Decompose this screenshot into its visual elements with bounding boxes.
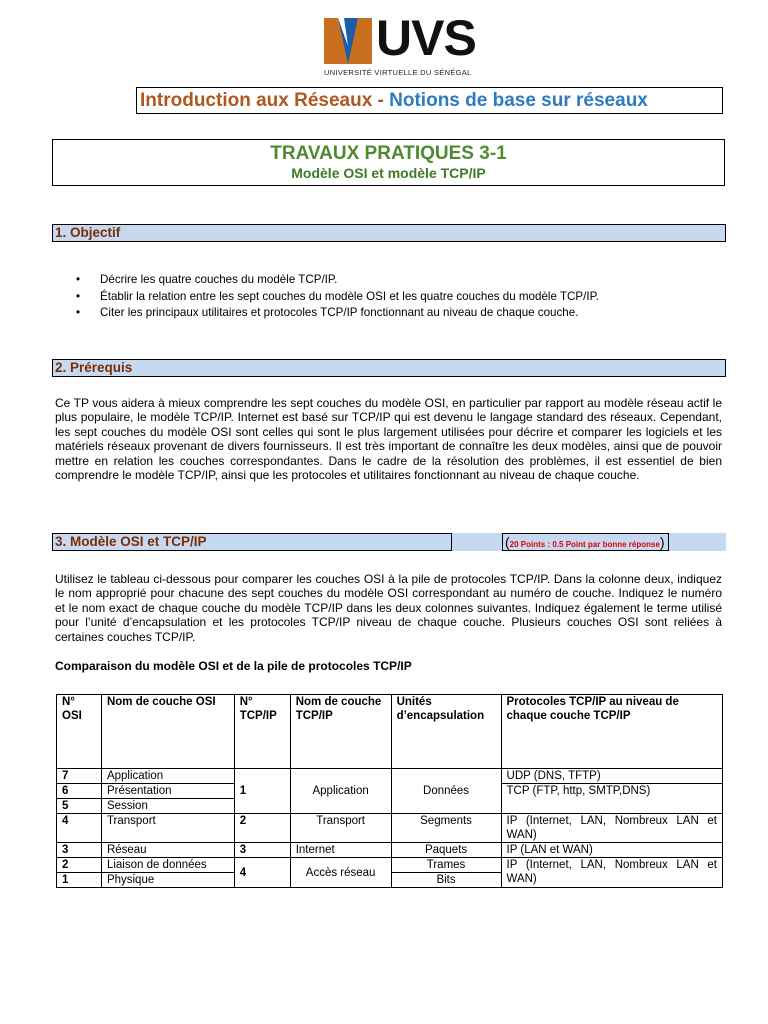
unit-cell: Segments <box>391 814 501 843</box>
logo-subtitle: UNIVERSITÉ VIRTUELLE DU SÉNÉGAL <box>324 68 472 77</box>
tcp-num-cell: 2 <box>234 814 290 843</box>
bullet-icon: • <box>76 306 81 319</box>
section-objectif-title: 1. Objectif <box>55 225 121 240</box>
tcp-name-cell: Transport <box>290 814 391 843</box>
course-title-part1: Introduction aux Réseaux - <box>140 90 390 111</box>
tp-title: TRAVAUX PRATIQUES 3-1 <box>270 143 507 164</box>
osi-name-cell: Physique <box>101 873 234 888</box>
logo-wordmark: UVS <box>376 10 476 66</box>
table-row <box>57 843 723 858</box>
list-item <box>76 305 736 322</box>
tcp-num-cell: 4 <box>234 858 290 888</box>
tcp-name-cell: Internet <box>290 843 391 858</box>
table-caption: Comparaison du modèle OSI et de la pile de protocoles TCP/IP <box>55 659 412 673</box>
uvs-logo <box>324 10 476 80</box>
osi-num-cell: 1 <box>57 873 102 888</box>
objective-text: Citer les principaux utilitaires et protocoles TCP/IP fonctionnant au niveau de chaque couche. <box>100 306 579 319</box>
unit-cell: Bits <box>391 873 501 888</box>
objectives-list <box>76 272 736 322</box>
course-title-box <box>136 87 723 114</box>
points-open-paren: ( <box>505 534 510 550</box>
points-close-paren: ) <box>659 534 665 550</box>
osi-name-cell: Session <box>101 799 234 814</box>
osi-name-cell: Réseau <box>101 843 234 858</box>
bullet-icon: • <box>76 289 81 303</box>
section-prerequis-title: 2. Prérequis <box>55 360 133 375</box>
header-osi-name: Nom de couche OSI <box>101 695 234 769</box>
uvs-logo-mark-icon <box>324 18 372 64</box>
tcp-name-cell: Application <box>290 769 391 814</box>
tp-subtitle: Modèle OSI et modèle TCP/IP <box>291 165 486 181</box>
modele-paragraph: Utilisez le tableau ci-dessous pour comparer les couches OSI à la pile de protocoles TCP/IP. Dans la colonne deux, indiquez le nom approprié pour chacune des sept couches du modèle OSI correspondant au numéro de couche. Indiquez le numéro et le nom exact de chaque couche du modèle TCP/IP dans les deux colonnes suivantes. Indiquez également le terme utilisé pour l’unité d’encapsulation et les protocoles TCP/IP niveau de chaque couche. Plusieurs couches OSI sont reliées à certaines couches TCP/IP. <box>55 572 722 644</box>
objective-text: Décrire les quatre couches du modèle TCP/IP. <box>100 273 338 286</box>
course-title-part2: Notions de base sur réseaux <box>389 90 648 111</box>
protocol-cell: IP (Internet, LAN, Nombreux LAN et WAN) <box>501 814 722 843</box>
header-units: Unités d’encapsulation <box>391 695 501 769</box>
prerequis-paragraph: Ce TP vous aidera à mieux comprendre les sept couches du modèle OSI, en particulier par rapport au modèle réseau actif le plus populaire, le modèle TCP/IP. Internet est basé sur TCP/IP qui est devenu le langage standard des réseaux. Cependant, les sept couches du modèle OSI sont celles qui sont le plus largement utilisées pour décrire et comparer les logiciels et les matériels réseaux provenant de divers fournisseurs. Il est très important de connaître les deux modèles, ainsi que de pouvoir mettre en relation les couches correspondantes. Dans le cadre de la résolution des problèmes, il est essentiel de bien comprendre le modèle TCP/IP, ainsi que les protocoles et utilitaires fonctionnant au niveau de chaque couche. <box>55 396 722 483</box>
objective-text: Établir la relation entre les sept couches du modèle OSI et les quatre couches du modèle TCP/IP. <box>100 289 600 303</box>
osi-num-cell: 3 <box>57 843 102 858</box>
table-header-row <box>57 695 723 769</box>
osi-num-cell: 4 <box>57 814 102 843</box>
osi-name-cell: Liaison de données <box>101 858 234 873</box>
bullet-icon: • <box>76 273 81 286</box>
protocol-cell: IP (Internet, LAN, Nombreux LAN et WAN) <box>501 858 722 888</box>
osi-name-cell: Présentation <box>101 784 234 799</box>
section-prerequis-header <box>52 359 726 377</box>
section-modele-header <box>52 533 726 551</box>
header-osi-num: N° OSI <box>57 695 102 769</box>
table-row <box>57 858 723 873</box>
header-protocols: Protocoles TCP/IP au niveau de chaque couche TCP/IP <box>501 695 722 769</box>
comparison-table <box>56 694 723 888</box>
osi-name-cell: Application <box>101 769 234 784</box>
tcp-name-cell: Accès réseau <box>290 858 391 888</box>
tcp-num-cell: 1 <box>234 769 290 814</box>
list-item <box>76 289 736 306</box>
unit-cell: Données <box>391 769 501 814</box>
protocol-cell: TCP (FTP, http, SMTP,DNS) <box>501 784 722 814</box>
header-tcp-name: Nom de couche TCP/IP <box>290 695 391 769</box>
unit-cell: Paquets <box>391 843 501 858</box>
osi-num-cell: 7 <box>57 769 102 784</box>
osi-num-cell: 5 <box>57 799 102 814</box>
section-objectif-header <box>52 224 726 242</box>
tp-title-box <box>52 139 725 186</box>
unit-cell: Trames <box>391 858 501 873</box>
protocol-cell: UDP (DNS, TFTP) <box>501 769 722 784</box>
tcp-num-cell: 3 <box>234 843 290 858</box>
points-text: 20 Points : 0.5 Point par bonne réponse <box>509 540 660 549</box>
table-row <box>57 769 723 784</box>
protocol-cell: IP (LAN et WAN) <box>501 843 722 858</box>
points-note <box>502 533 669 551</box>
list-item <box>76 272 736 289</box>
osi-num-cell: 6 <box>57 784 102 799</box>
osi-name-cell: Transport <box>101 814 234 843</box>
header-tcp-num: N° TCP/IP <box>234 695 290 769</box>
table-row <box>57 814 723 843</box>
section-modele-title: 3. Modèle OSI et TCP/IP <box>52 533 452 551</box>
osi-num-cell: 2 <box>57 858 102 873</box>
